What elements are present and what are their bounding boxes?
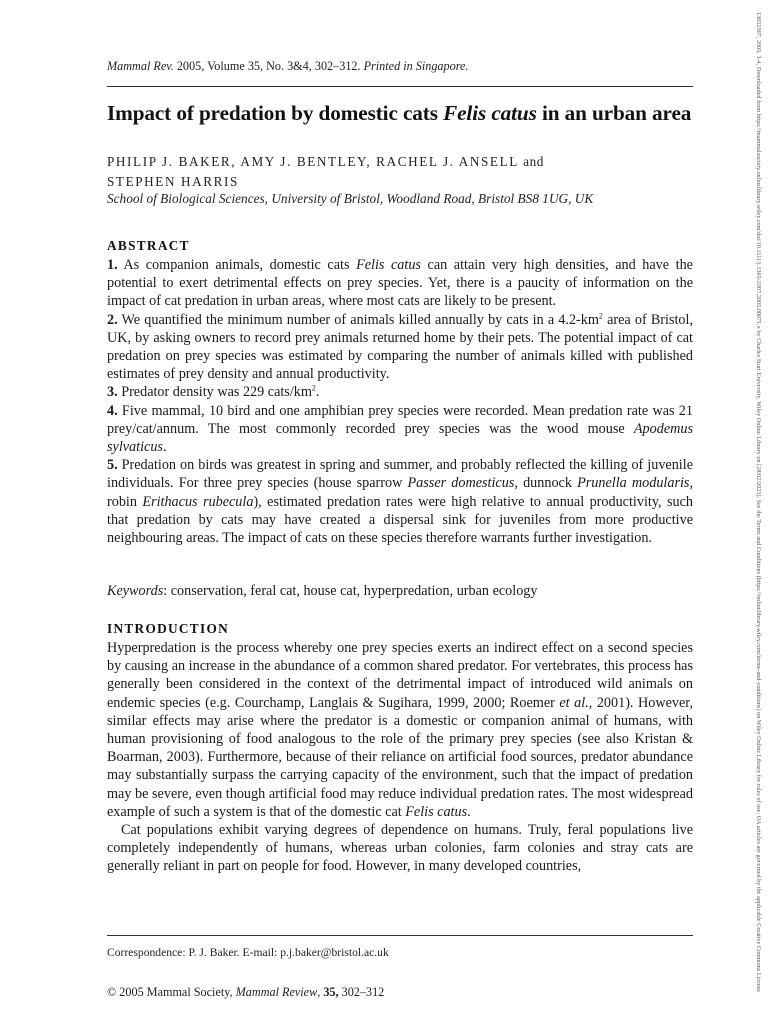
item-text: area of Bristol, UK, by asking owners to record prey animals returned home by their pets. The potential impact of cat predation on prey species was estimated by comparing the number of animals killed with published estimates of prey density and annual productivity. bbox=[107, 311, 694, 383]
species-name: Apodemus sylvaticus bbox=[107, 420, 693, 456]
superscript: 2 bbox=[598, 310, 603, 320]
article-title bbox=[107, 101, 707, 126]
copyright-line bbox=[107, 985, 384, 1000]
item-number: 1. bbox=[107, 257, 118, 273]
item-text: . bbox=[162, 439, 167, 456]
authors-and: and bbox=[523, 154, 544, 169]
author-list bbox=[107, 152, 693, 192]
paper-page bbox=[107, 0, 693, 1024]
item-number: 3. bbox=[107, 384, 118, 401]
copyright-sep: , bbox=[317, 985, 324, 999]
copyright-prefix: © 2005 Mammal Society, bbox=[107, 985, 236, 999]
correspondence-footnote: Correspondence: P. J. Baker. E-mail: p.j.baker@bristol.ac.uk bbox=[107, 946, 389, 959]
keywords bbox=[107, 583, 537, 600]
item-text: We quantified the minimum number of animals killed annually by cats in a 4.2-km bbox=[117, 311, 599, 328]
abstract-item-2 bbox=[107, 311, 693, 384]
title-text-1: Impact of predation by domestic cats bbox=[107, 101, 444, 125]
title-text-2: in an urban area bbox=[536, 101, 692, 125]
author-affiliation: School of Biological Sciences, University of Bristol, Woodland Road, Bristol BS8 1UG, UK bbox=[107, 191, 594, 206]
intro-paragraph-2: Cat populations exhibit varying degrees of dependence on humans. Truly, feral populations live completely independently of humans, whereas urban colonies, farm colonies and stray cats are generally reliant in part on people for food. However, in many developed countries, bbox=[107, 822, 693, 875]
introduction-body bbox=[107, 639, 693, 876]
superscript: 2 bbox=[311, 383, 316, 393]
species-name: Felis catus bbox=[405, 803, 468, 820]
intro-paragraph-1 bbox=[107, 639, 693, 821]
species-name: Erithacus rubecula bbox=[142, 493, 254, 510]
item-text: can attain very high densities, and have the potential to exert detrimental effects on prey species. Yet, there is a paucity of information on the impact of cat predation in urban areas, where most cats are likely to be present. bbox=[107, 257, 693, 310]
abstract-item-3 bbox=[107, 383, 693, 401]
item-number: 5. bbox=[107, 457, 118, 474]
item-text: Predator density was 229 cats/km bbox=[117, 384, 312, 401]
keywords-list: : conservation, feral cat, house cat, hyperpredation, urban ecology bbox=[163, 583, 538, 599]
species-name: Felis catus bbox=[356, 257, 421, 273]
species-name: Passer domesticus bbox=[407, 475, 515, 492]
item-number: 4. bbox=[107, 402, 118, 419]
copyright-volume: 35, bbox=[323, 985, 339, 999]
issue-details: 2005, Volume 35, No. 3&4, 302–312. bbox=[173, 59, 364, 73]
title-species: Felis catus bbox=[443, 101, 537, 125]
abstract-item-4 bbox=[107, 402, 693, 457]
species-name: Prunella modularis bbox=[577, 475, 690, 492]
item-text: As companion animals, domestic cats bbox=[117, 257, 357, 273]
item-text: , dunnock bbox=[514, 475, 578, 492]
paragraph-text: , 2001). However, similar effects may arise where the predator is a domestic or companion animal of humans, with human provisioning of food analogous to the role of the primary prey species (see also Kristan & Boarman, 2003). Furthermore, because of their reliance on artificial food sources, predator abundance may substantially surpass the carrying capacity of the environment, such that the impact of predation may be severe, even though artificial food may reduce individual predation rates. The most widespread example of such a system is that of the domestic cat bbox=[107, 694, 693, 820]
item-text: ), estimated predation rates were high relative to annual productivity, such that predation by cats may have created a dispersal sink for juveniles from more productive neighbouring areas. The impact of cats on these species therefore warrants further investigation. bbox=[107, 493, 693, 547]
printed-in: Printed in Singapore. bbox=[363, 59, 469, 73]
abstract-item-1 bbox=[107, 256, 693, 311]
item-text: Predation on birds was greatest in spring and summer, and probably reflected the killing of juvenile individuals. For three prey species (house sparrow bbox=[107, 457, 693, 492]
authors-line-1: PHILIP J. BAKER, AMY J. BENTLEY, RACHEL J. ANSELL bbox=[107, 154, 524, 169]
item-text: . bbox=[315, 384, 320, 401]
abstract-body bbox=[107, 256, 693, 547]
item-text: , robin bbox=[107, 475, 693, 510]
copyright-pages: 302–312 bbox=[338, 985, 385, 999]
download-notice: 13652907, 2005, 3-4, Downloaded from https://mammalsociety.onlinelibrary.wiley.com/doi/10.1111/j.1365-2907.2005.00071.x by Charles Sturt University, Wiley Online Library on [28/02/2023]. See the Terms and Conditions (https://onlinelibrary.wiley.com/terms-and-conditions) on Wiley Online Library for rules of use; OA articles are governed by the applicable Creative Commons License bbox=[755, 12, 761, 993]
abstract-item-5 bbox=[107, 456, 693, 547]
abstract-heading: ABSTRACT bbox=[107, 238, 190, 253]
running-head bbox=[107, 59, 468, 74]
item-number: 2. bbox=[107, 311, 118, 328]
paragraph-text: . bbox=[467, 803, 471, 820]
copyright-journal: Mammal Review bbox=[235, 985, 318, 999]
et-al: et al. bbox=[559, 694, 589, 711]
journal-abbrev: Mammal Rev. bbox=[107, 59, 174, 73]
item-text: Five mammal, 10 bird and one amphibian prey species were recorded. Mean predation rate was 21 prey/cat/annum. The most commonly recorded prey species was the wood mouse bbox=[107, 402, 693, 437]
keywords-label: Keywords bbox=[107, 583, 164, 599]
paragraph-text: Hyperpredation is the process whereby one prey species exerts an indirect effect on a second species by causing an increase in the abundance of a common shared predator. For vertebrates, this process has generally been considered in the context of the detrimental impact of introduced wild animals on endemic species (e.g. Courchamp, Langlais & Sugihara, 1999, 2000; Roemer bbox=[107, 640, 693, 711]
authors-line-2: STEPHEN HARRIS bbox=[107, 174, 239, 189]
footnote-rule bbox=[107, 935, 693, 936]
header-rule bbox=[107, 86, 693, 87]
introduction-heading: INTRODUCTION bbox=[107, 621, 229, 636]
